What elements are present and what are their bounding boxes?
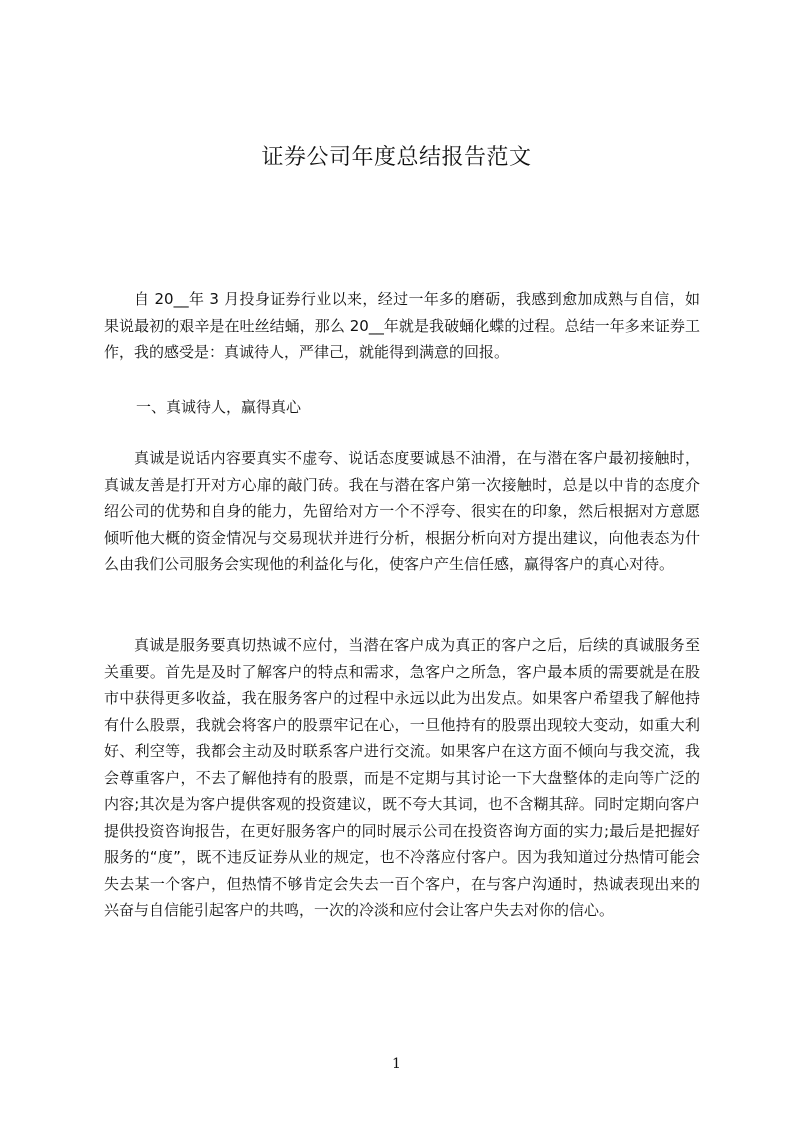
intro-paragraph: 自 20__年 3 月投身证券行业以来，经过一年多的磨砺，我感到愈加成熟与自信，如果说最初的艰辛是在吐丝结蛹，那么 20__年就是我破蛹化蝶的过程。总结一年多来证券工作，我的感受是：真诚待人，严律己，就能得到满意的回报。 (104, 290, 700, 361)
document-title: 证券公司年度总结报告范文 (261, 145, 532, 170)
body-paragraph-sincerity-speech: 真诚是说话内容要真实不虚夸、说话态度要诚恳不油滑，在与潜在客户最初接触时，真诚友善是打开对方心扉的敲门砖。我在与潜在客户第一次接触时，总是以中肯的态度介绍公司的优势和自身的能力，先留给对方一个不浮夸、很实在的印象，然后根据对方意愿倾听他大概的资金情况与交易现状并进行分析，根据分析向对方提出建议，向他表态为什么由我们公司服务会实现他的利益化与化，使客户产生信任感，赢得客户的真心对待。 (104, 449, 700, 573)
page-number: 1 (392, 1056, 401, 1072)
section-heading: 一、真诚待人，赢得真心 (136, 398, 302, 416)
body-paragraph-sincerity-service: 真诚是服务要真切热诚不应付，当潜在客户成为真正的客户之后，后续的真诚服务至关重要。首先是及时了解客户的特点和需求，急客户之所急，客户最本质的需要就是在股市中获得更多收益，我在服务客户的过程中永远以此为出发点。如果客户希望我了解他持有什么股票，我就会将客户的股票牢记在心，一旦他持有的股票出现较大变动，如重大利好、利空等，我都会主动及时联系客户进行交流。如果客户在这方面不倾向与我交流，我会尊重客户，不去了解他持有的股票，而是不定期与其讨论一下大盘整体的走向等广泛的内容;其次是为客户提供客观的投资建议，既不夸大其词，也不含糊其辞。同时定期向客户提供投资咨询报告，在更好服务客户的同时展示公司在投资咨询方面的实力;最后是把握好服务的“度”，既不违反证券从业的规定，也不冷落应付客户。因为我知道过分热情可能会失去某一个客户，但热情不够肯定会失去一百个客户，在与客户沟通时，热诚表现出来的兴奋与自信能引起客户的共鸣，一次的冷淡和应付会让客户失去对你的信心。 (104, 636, 700, 919)
